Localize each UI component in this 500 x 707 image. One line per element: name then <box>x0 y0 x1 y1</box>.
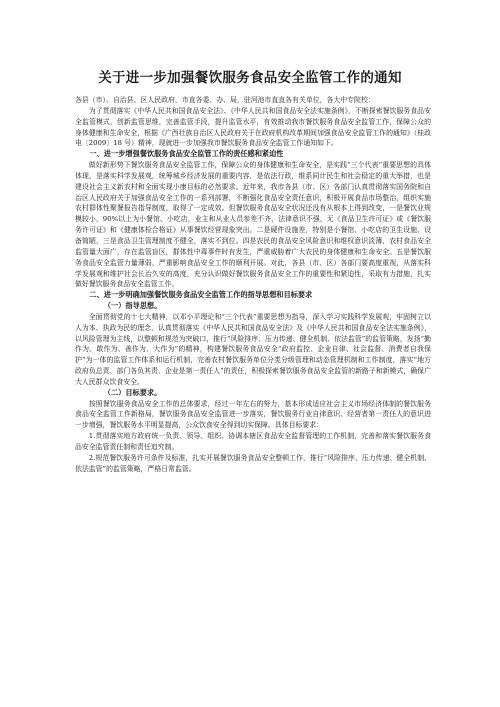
section-2-subheading-guiding: （一）指导思想。 <box>103 301 162 311</box>
section-2-guiding-paragraph: 全面贯彻党的十七大精神，以邓小平理论和“三个代表”重要思想为指导，深入学习实践科学发展观，牢固树立以人为本、执政为民的理念，认真贯彻落实《中华人民共和国食品安全法》及《中华人民共和国食品安全法实施条例》，以风险管理为主线，以整顿和规范为突破口，推行“风险排序、压力传递、健全机制、依法监管”的监管策略，发扬“勤作为、敢作为、善作为、大作为”的精神，构建餐饮服务食品安全“政府监控、企业自律、社会监督、消费者自我保护”为一体的监管工作体系和运行机制，完善农村餐饮服务单位分类分级管理和动态管理机制和工作制度，落实“地方政府负总责、部门各负其责、企业是第一责任人”的责任，积极探索餐饮服务食品安全监管的新路子和新模式，确保广大人民群众饮食安全。 <box>75 312 431 386</box>
section-2-goals-paragraph: 按照餐饮服务食品安全工作的总体要求，经过一年左右的努力，基本形成适应社会主义市场经济体制的餐饮服务食品安全监管工作新格局，餐饮服务食品安全监管进一步落实，餐饮服务行业自律意识、经营者第一责任人的意识进一步增强，餐饮服务水平明显提高，公众饮食安全得到切实保障。具体目标要求： <box>75 399 431 430</box>
section-1-paragraph: 做好新形势下餐饮服务食品安全监管工作，保障公众的身体健康和生命安全，是实践“三个代表”重要思想的具体体现，是落实科学发展观，统筹城乡经济发展的重要内容，是依法行政，维系同计民生和社会稳定的重大举措，也是建设社会主义新农村和全面实现小康目标的必然要求。近年来，我市各县（市、区）各部门认真贯彻落实国务院和自治区人民政府关于加强食品安全工作的一系列部署，不断强化食品安全责任意识，积极开展食品市场整治，组织实施农村群体性聚餐报告指导制度，取得了一定成效。但餐饮服务食品安全状况还没有从根本上得到改变，一是餐饮业规模较小，90%以上为小餐馆、小吃店，业主和从业人员参差不齐，法律意识不强，无《食品卫生许可证》或《餐饮服务许可证》和《健康体检合格证》从事餐饮经营现象突出。二是硬件设施差，特别是小餐馆、小吃店的卫生设施、设备简陋，三是食品卫生管理制度不健全，落实不到位。四是农民的食品安全风险意识和维权意识淡薄，农村食品安全监管量大面广，存在监管盲区，群体性中毒事件时有发生，严重威胁着广大农民的身体健康和生命安全。五是餐饮服务食品安全监管力量薄弱，严重影响食品安全工作的顺利开展。对此，各县（市、区）各部门要高度重视，从落实科学发展观和维护社会长治久安的高度，充分认识做好餐饮服务食品安全工作的重要性和紧迫性，采取有力措施，扎实做好餐饮服务食品安全监管工作。 <box>75 161 431 289</box>
document-title: 关于进一步加强餐饮服务食品安全监管工作的通知 <box>98 70 402 86</box>
section-1-heading: 一、进一步增强餐饮服务食品安全监管工作的责任感和紧迫性 <box>89 149 284 159</box>
salutation: 各县（市）、自治县、区人民政府，市直各委、办、局，驻河池市直直各有关单位，各大中专院校： <box>75 96 375 104</box>
goal-item-1: 1.贯彻落实地方政府统一负责、领导、组织、协调本辖区食品安全监督管理的工作机制，完善和落实餐饮服务食品安全监管责任制和责任追究制。 <box>75 432 431 451</box>
document-body <box>75 95 431 475</box>
intro-paragraph: 为了贯彻落实《中华人民共和国食品安全法》、《中华人民共和国食品安全法实施条例》，不断探索餐饮服务食品安全监管模式，创新监管思维，完善监管手段，提升监管水平，有效推动我市餐饮服务食品安全监管工作，保障公众的身体健康和生命安全，根据《广西壮族自治区人民政府关于在政府机构改革期间加强食品安全监管工作的通知》（桂政电〔2009〕18 号）精神，现就进一步加强我市餐饮服务食品安全监管工作通知如下。 <box>75 106 431 148</box>
section-2-heading: 二、进一步明确加强餐饮服务食品安全监管工作的指导思想和目标要求 <box>89 290 313 300</box>
section-2-subheading-goals: （二）目标要求。 <box>103 387 162 397</box>
goal-item-2: 2.规范餐饮服务许可条件及标准，扎实开展餐饮服务食品安全整顿工作，推行“风险排序、压力传递、健全机制、依法监管”的监管策略，严格日常监管。 <box>75 453 431 473</box>
